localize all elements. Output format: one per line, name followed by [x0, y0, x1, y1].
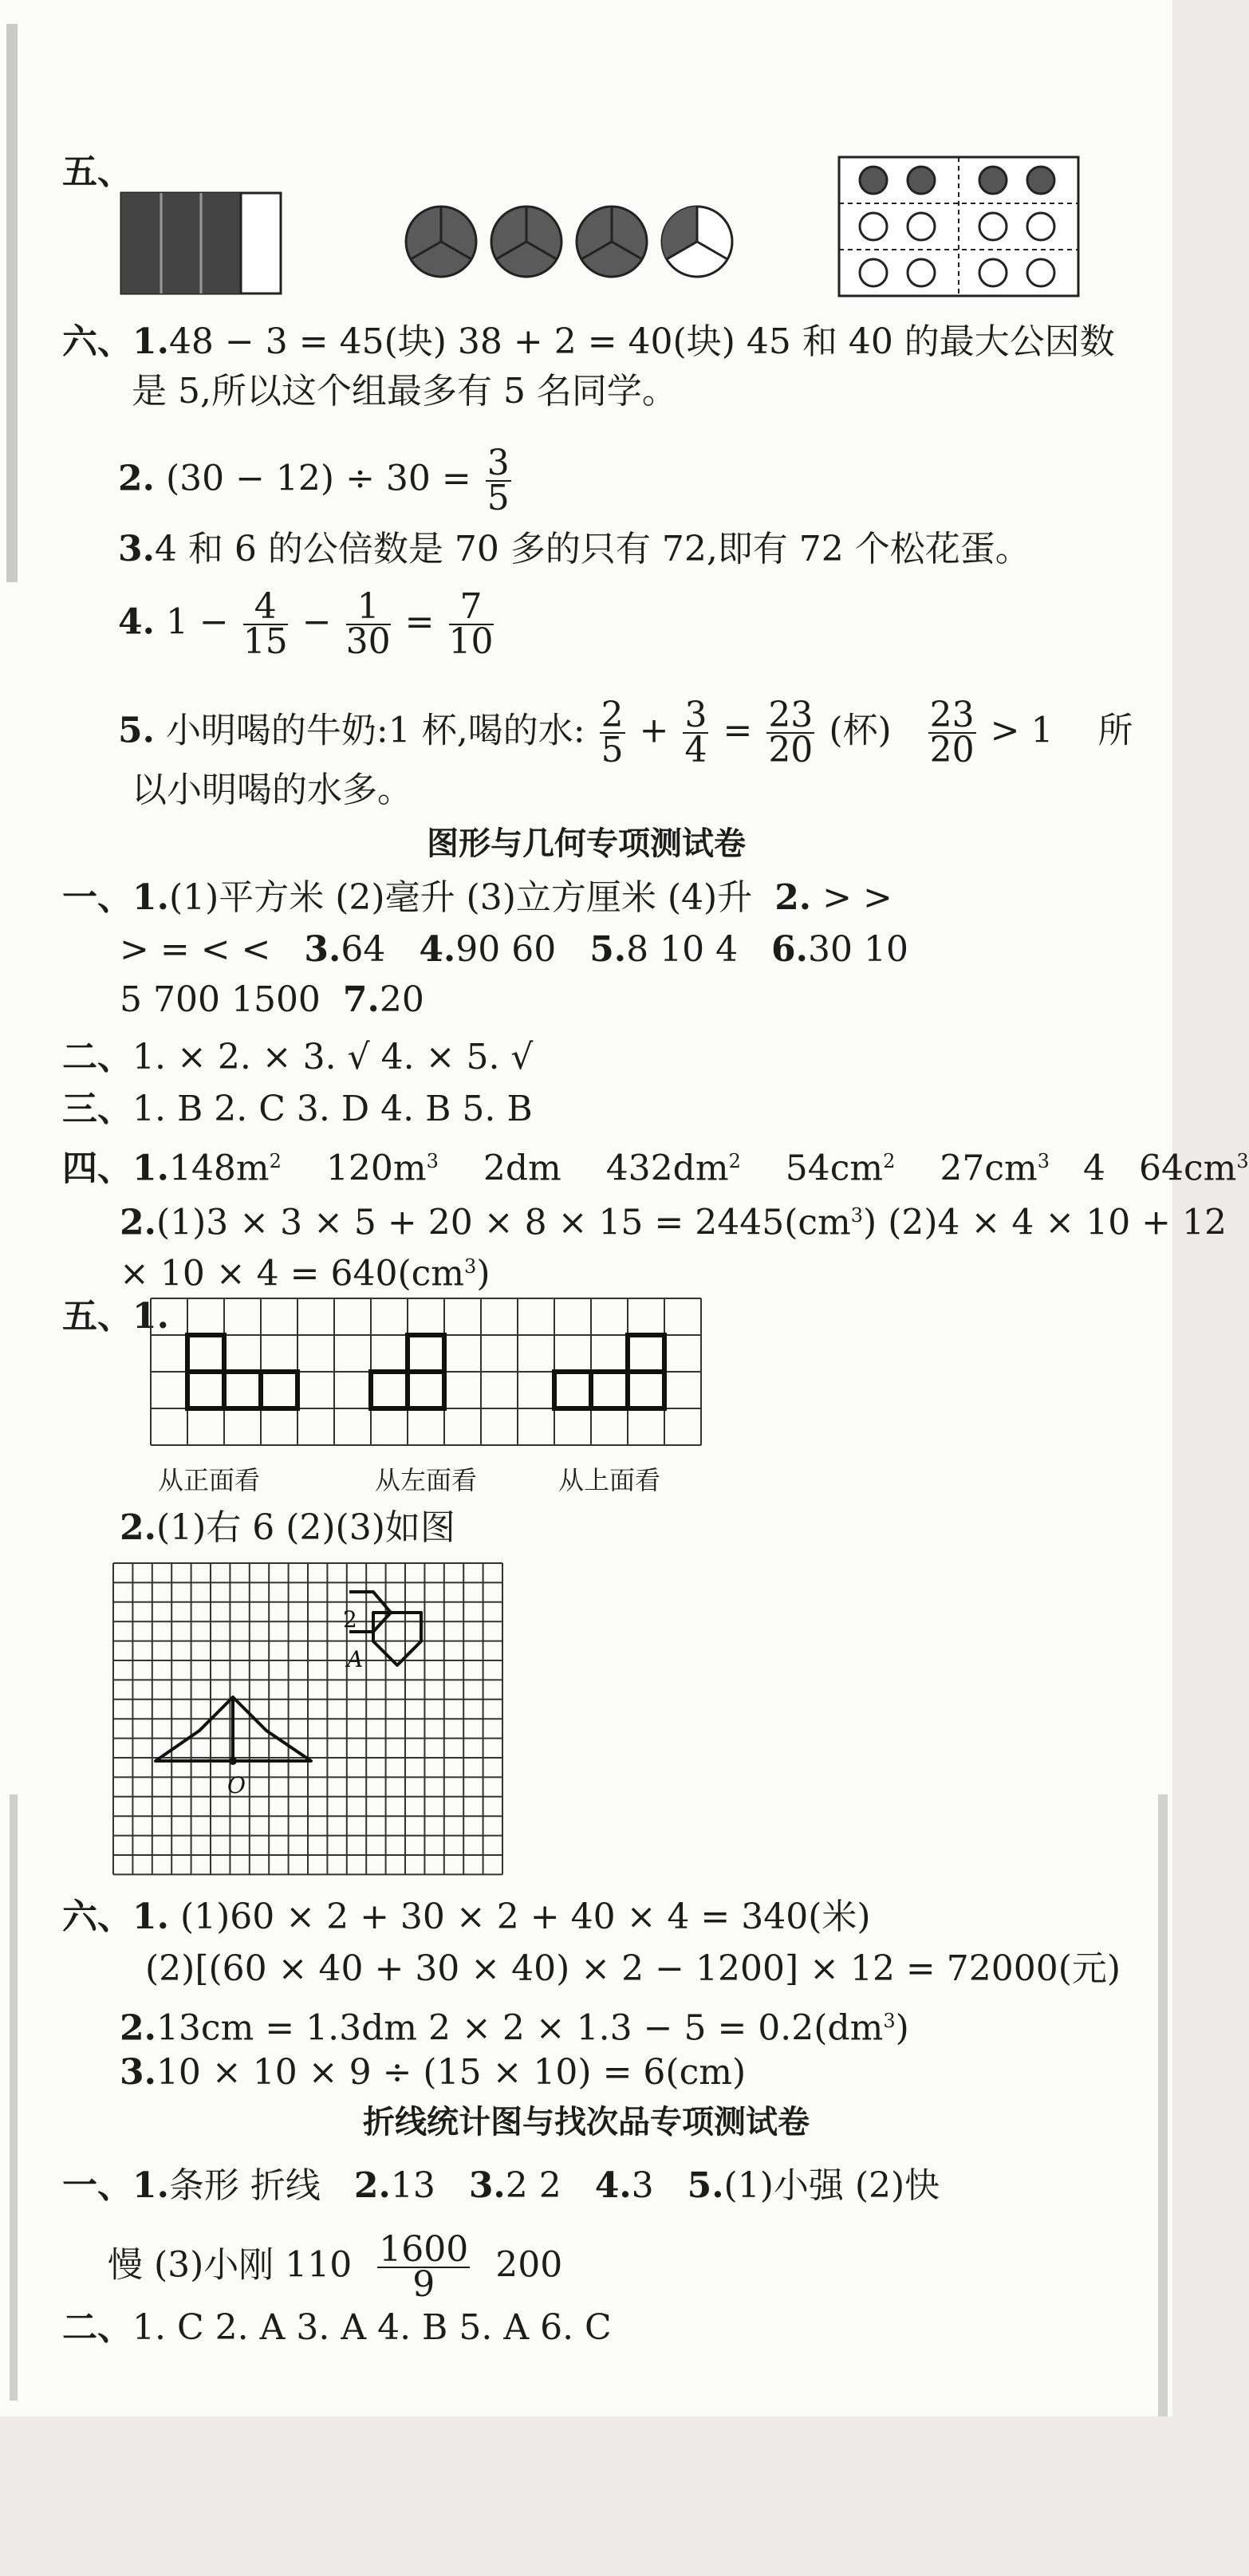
dot-grid-figure	[837, 156, 1082, 299]
section-title: 图形与几何专项测试卷	[427, 825, 746, 862]
answer-line: 一、1.条形 折线 2.13 3.2 2 4.3 5.(1)小强 (2)快	[62, 2165, 940, 2206]
three-views-grid	[148, 1298, 722, 1451]
answer-line: 六、1. (1)60 × 2 + 30 × 2 + 40 × 4 = 340(米)	[62, 1897, 871, 1937]
question-number: 2.	[118, 458, 155, 499]
answer-line: 二、1. × 2. × 3. √ 4. × 5. √	[62, 1037, 534, 1077]
view-label: 从上面看	[558, 1465, 661, 1495]
question-number: 4.	[118, 601, 155, 643]
answer-line: 3.10 × 10 × 9 ÷ (15 × 10) = 6(cm)	[120, 2052, 747, 2093]
grid-point-label: O	[227, 1772, 246, 1798]
answer-line: 4. 1 − $\frac{4}{15}$ − $\frac{1}{30}$ = $\frac{7}{10}$	[118, 586, 494, 662]
answer-line	[118, 529, 1030, 570]
answer-text: (2)[(60 × 40 + 30 × 40) × 2 − 1200] × 12 = 72000(元)	[145, 1948, 1121, 1989]
answer-line	[62, 321, 1115, 363]
answer-line	[118, 443, 514, 518]
answer-line: 一、1.(1)平方米 (2)毫升 (3)立方厘米 (4)升 2. > >	[62, 877, 892, 918]
answer-line: $2.(1)3 \times 3 \times 5 + 20 \times 8 \times 15 = 2445(cm^3) (2)4 \times 4 \times 10 + 12$	[120, 1202, 1227, 1243]
answer-line: 慢 (3)小刚 110 $\frac{1600}{9}$ 200	[108, 2229, 563, 2305]
fraction: $\frac{23}{20}$	[929, 695, 975, 770]
question-number: 1.	[132, 321, 169, 362]
grid-point-label: A	[347, 1646, 364, 1672]
answer-text: (30 − 12) ÷ 30 =	[165, 458, 471, 499]
answer-text: 以小明喝的水多。	[132, 770, 412, 810]
section-label: 五、	[62, 152, 132, 192]
fraction: $\frac{3}{4}$	[684, 695, 707, 770]
answer-line: × $10 \times 4 = 640(cm^3)$	[120, 1253, 491, 1294]
scan-edge	[10, 1794, 18, 2401]
fraction: $\frac{23}{20}$	[768, 695, 814, 770]
transform-grid	[112, 1562, 518, 1881]
answer-line: > = < < 3.64 4.90 60 5.8 10 4 6.30 10	[120, 929, 908, 970]
section-label: 六、	[62, 321, 132, 362]
question-number: 5.	[118, 710, 155, 751]
pie-circles-figure	[403, 203, 746, 283]
scan-edge	[6, 24, 18, 582]
view-label: 从正面看	[158, 1465, 261, 1495]
fraction: $\frac{4}{15}$	[242, 586, 288, 662]
fraction: $\frac{1600}{9}$	[379, 2229, 469, 2305]
fraction-bar-figure	[120, 191, 287, 297]
answer-line: 2.(1)右 6 (2)(3)如图	[120, 1507, 455, 1548]
grid-point-label: 2	[343, 1606, 357, 1633]
view-label: 从左面看	[375, 1465, 478, 1495]
answer-line: 5. 小明喝的牛奶:1 杯,喝的水: $\frac{2}{5}$ + $\frac{3}{4}$ = $\frac{23}{20}$ (杯) $\frac{23}{20}$ > 1 所	[118, 695, 1133, 770]
fraction: $\frac{3}{5}$	[487, 443, 510, 518]
answer-line: 三、1. B 2. C 3. D 4. B 5. B	[62, 1089, 533, 1129]
fraction: $\frac{7}{10}$	[448, 586, 494, 662]
fraction: $\frac{2}{5}$	[601, 695, 624, 770]
answer-line: 五、1.	[62, 1296, 169, 1337]
answer-line: 5 700 1500 7.20	[120, 979, 424, 1020]
answer-text: 48 − 3 = 45(块) 38 + 2 = 40(块) 45 和 40 的最大公因数	[168, 321, 1115, 362]
fraction: $\frac{1}{30}$	[345, 586, 391, 662]
answer-line: 二、1. C 2. A 3. A 4. B 5. A 6. C	[62, 2307, 612, 2348]
answer-text: 4 和 6 的公倍数是 70 多的只有 72,即有 72 个松花蛋。	[154, 529, 1030, 569]
question-number: 3.	[118, 529, 155, 569]
answer-line: 2.13cm = 1.3dm $2 \times 2 \times 1.3 - 5 = 0.2(dm^3)$	[120, 2007, 909, 2049]
section-title: 折线统计图与找次品专项测试卷	[363, 2104, 810, 2141]
answer-text: 是 5,所以这个组最多有 5 名同学。	[132, 371, 677, 412]
answer-line: 四、$1.148m^2$ $120m^3$ 2dm $432dm^2$ $54cm^2$ $27cm^3$ 4 $64cm^3$	[62, 1148, 1249, 1189]
